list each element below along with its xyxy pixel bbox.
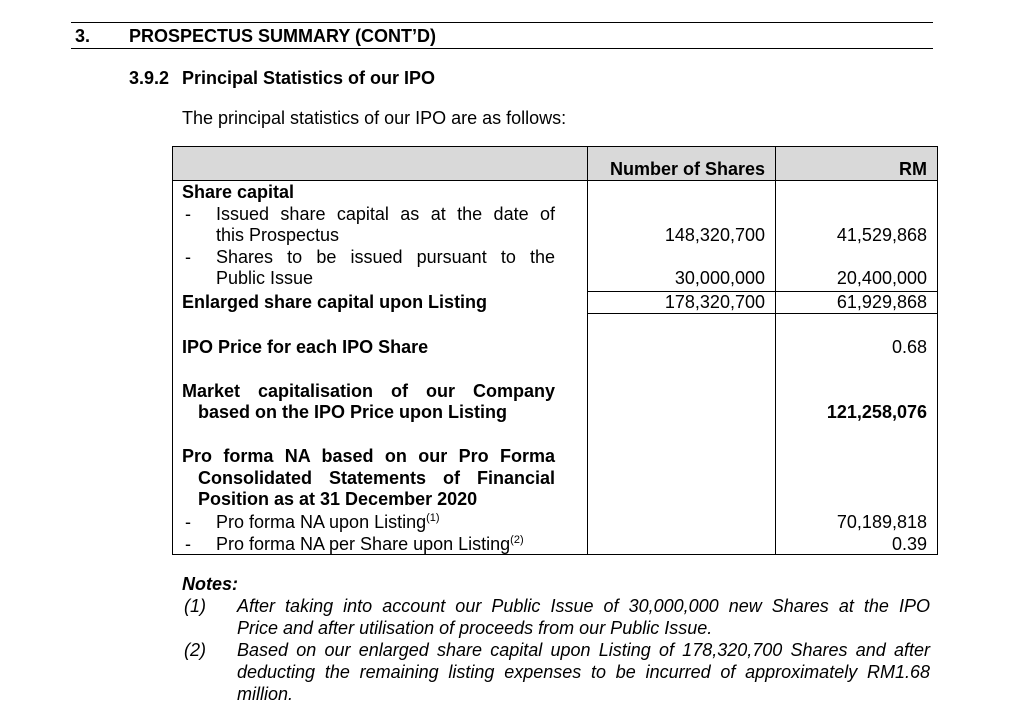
enlarged-rm: 61,929,868 [836, 292, 927, 312]
pro-forma-na-label [216, 512, 440, 533]
intro-text: The principal statistics of our IPO are as follows: [182, 108, 567, 128]
bullet-dash: - [185, 247, 191, 267]
table-top-border [172, 146, 938, 147]
notes-heading: Notes: [182, 574, 239, 594]
header-bottom-rule [71, 48, 933, 49]
pro-forma-per-share-label [216, 534, 524, 555]
section-number: 3. [75, 26, 91, 46]
note-2-line2: deducting the remaining listing expenses to be incurred of approximately RM1.68 [237, 662, 930, 682]
issued-rm: 41,529,868 [836, 225, 927, 245]
pro-forma-per-share-text: Pro forma NA per Share upon Listing [216, 534, 511, 554]
table-divider-2 [775, 146, 776, 555]
market-cap-label-line1: Market capitalisation of our Company [182, 381, 555, 401]
market-cap-label-line2: based on the IPO Price upon Listing [198, 402, 508, 422]
note-marker-2: (2) [184, 640, 206, 660]
pro-forma-na-rm: 70,189,818 [836, 512, 927, 532]
note-1-line2: Price and after utilisation of proceeds from our Public Issue. [237, 618, 713, 638]
header-top-rule [71, 22, 933, 23]
bullet-dash: - [185, 512, 191, 532]
public-issue-label-line1: Shares to be issued pursuant to the [216, 247, 555, 267]
share-capital-heading: Share capital [182, 182, 295, 202]
issued-label-line1: Issued share capital as at the date of [216, 204, 555, 224]
public-issue-rm: 20,400,000 [836, 268, 927, 288]
bullet-dash: - [185, 204, 191, 224]
pro-forma-per-share-rm: 0.39 [891, 534, 927, 554]
note-2-line1: Based on our enlarged share capital upon Listing of 178,320,700 Shares and after [237, 640, 930, 660]
footnote-ref-1: (1) [426, 512, 440, 524]
ipo-price-label: IPO Price for each IPO Share [182, 337, 429, 357]
col-header-rm: RM [899, 159, 927, 179]
enlarged-label: Enlarged share capital upon Listing [182, 292, 488, 312]
note-2-line3: million. [237, 684, 294, 704]
pro-forma-label-line3: Position as at 31 December 2020 [198, 489, 478, 509]
subsection-number: 3.9.2 [129, 68, 170, 88]
market-cap-rm: 121,258,076 [826, 402, 927, 422]
public-issue-shares: 30,000,000 [674, 268, 765, 288]
issued-shares: 148,320,700 [664, 225, 765, 245]
subsection-title: Principal Statistics of our IPO [182, 68, 436, 88]
note-1-line1: After taking into account our Public Issue of 30,000,000 new Shares at the IPO [237, 596, 930, 616]
table-divider-1 [587, 146, 588, 555]
footnote-ref-2: (2) [510, 534, 524, 546]
ipo-price-rm: 0.68 [891, 337, 927, 357]
pro-forma-label-line2: Consolidated Statements of Financial [198, 468, 555, 488]
table-left-border [172, 146, 173, 555]
table-header-border [172, 180, 938, 181]
bullet-dash: - [185, 534, 191, 554]
subtotal-bottom-rule [587, 313, 937, 314]
pro-forma-na-text: Pro forma NA upon Listing [216, 512, 427, 532]
col-header-shares: Number of Shares [609, 159, 765, 179]
section-title: PROSPECTUS SUMMARY (CONT’D) [129, 26, 437, 46]
note-marker-1: (1) [184, 596, 206, 616]
table-right-border [937, 146, 938, 555]
enlarged-shares: 178,320,700 [664, 292, 765, 312]
pro-forma-label-line1: Pro forma NA based on our Pro Forma [182, 446, 555, 466]
public-issue-label-line2: Public Issue [216, 268, 314, 288]
issued-label-line2: this Prospectus [216, 225, 340, 245]
